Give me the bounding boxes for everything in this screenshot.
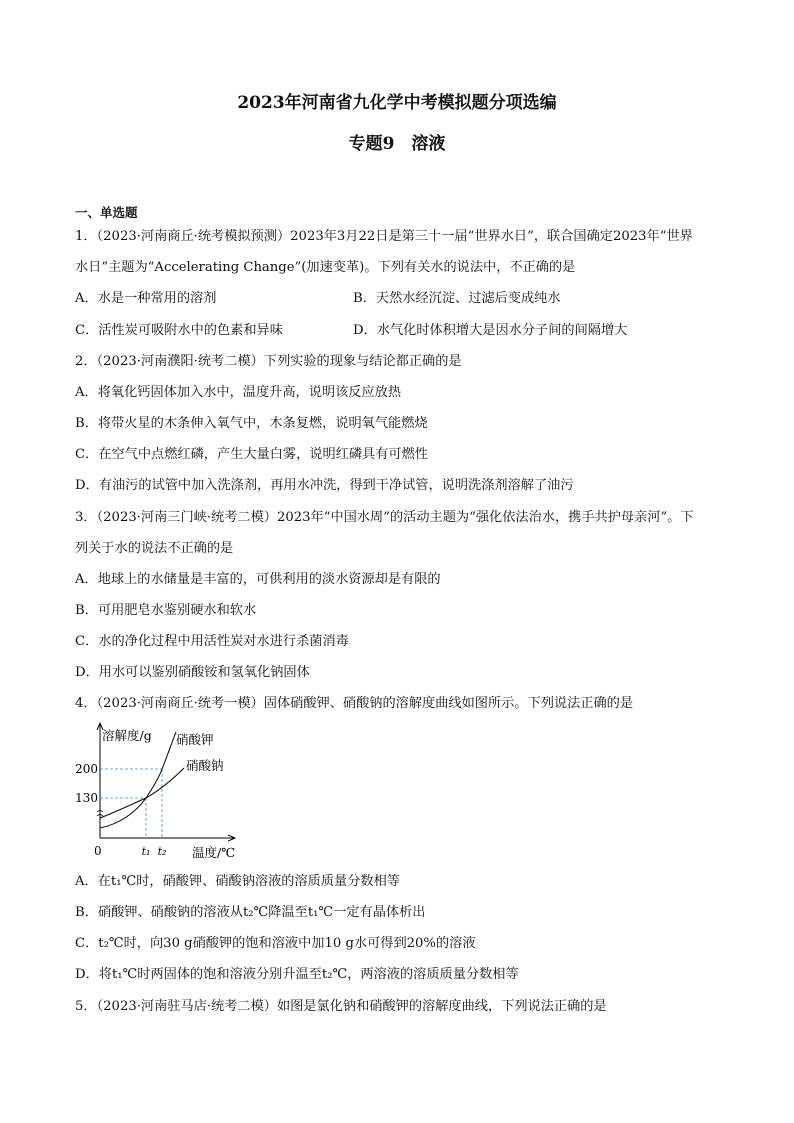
q2-option-d: D．有油污的试管中加入洗涤剂，再用水冲洗，得到干净试管，说明洗涤剂溶解了油污: [75, 478, 574, 493]
q4-option-b: B．硝酸钾、硝酸钠的溶液从t₂℃降温至t₁℃一定有晶体析出: [75, 905, 426, 920]
q2-stem: 2．（2023·河南濮阳·统考二模）下列实验的现象与结论都正确的是: [75, 354, 462, 369]
q1-option-c: C．活性炭可吸附水中的色素和异味: [75, 323, 283, 338]
q4-stem: 4．（2023·河南商丘·统考一模）固体硝酸钾、硝酸钠的溶解度曲线如图所示。下列说法正确的是: [75, 696, 634, 711]
x-tick-t2: t₂: [157, 845, 167, 858]
section-heading: 一、单选题: [75, 205, 138, 220]
origin-label: 0: [94, 844, 102, 858]
y-tick-200: 200: [75, 762, 98, 776]
q1-stem-line1: 1．（2023·河南商丘·统考模拟预测）2023年3月22日是第三十一届“世界水日”，联合国确定2023年“世界: [75, 229, 693, 244]
x-axis-label: 温度/℃: [192, 845, 236, 860]
q4-option-a: A．在t₁℃时，硝酸钾、硝酸钠溶液的溶质质量分数相等: [75, 874, 400, 889]
q3-stem-line1: 3．（2023·河南三门峡·统考二模）2023年“中国水周”的活动主题为“强化依法治水，携手共护母亲河”。下: [75, 510, 694, 525]
q1-option-a: A．水是一种常用的溶剂: [75, 291, 217, 306]
document-title: 2023年河南省九化学中考模拟题分项选编: [237, 93, 557, 113]
q2-option-c: C．在空气中点燃红磷，产生大量白雾，说明红磷具有可燃性: [75, 447, 428, 462]
q1-option-b: B．天然水经沉淀、过滤后变成纯水: [353, 291, 561, 306]
x-tick-t1: t₁: [141, 845, 151, 858]
q3-stem-line2: 列关于水的说法不正确的是: [75, 541, 234, 556]
q3-option-d: D．用水可以鉴别硝酸铵和氢氧化钠固体: [75, 665, 310, 680]
q1-stem-line2: 水日”主题为“Accelerating Change”(加速变革)。下列有关水的说法中，不正确的是: [75, 260, 576, 275]
solubility-chart: [75, 720, 260, 865]
series-label-kno3: 硝酸钾: [176, 732, 214, 747]
series-label-nano3: 硝酸钠: [186, 758, 224, 773]
q3-option-a: A．地球上的水储量是丰富的，可供利用的淡水资源却是有限的: [75, 572, 441, 587]
q3-option-b: B．可用肥皂水鉴别硬水和软水: [75, 603, 257, 618]
y-axis-label: 溶解度/g: [102, 728, 152, 743]
q2-option-a: A．将氧化钙固体加入水中，温度升高，说明该反应放热: [75, 385, 402, 400]
q1-option-d: D．水气化时体积增大是因水分子间的间隔增大: [353, 323, 628, 338]
curve-nano3: [100, 768, 184, 818]
q4-option-c: C．t₂℃时，向30 g硝酸钾的饱和溶液中加10 g水可得到20%的溶液: [75, 936, 476, 951]
y-tick-130: 130: [75, 791, 98, 805]
q5-stem: 5．（2023·河南驻马店·统考二模）如图是氯化钠和硝酸钾的溶解度曲线，下列说法正确的是: [75, 999, 607, 1014]
q3-option-c: C．水的净化过程中用活性炭对水进行杀菌消毒: [75, 634, 349, 649]
q2-option-b: B．将带火星的木条伸入氧气中，木条复燃，说明氧气能燃烧: [75, 416, 428, 431]
q4-option-d: D．将t₁℃时两固体的饱和溶液分别升温至t₂℃，两溶液的溶质质量分数相等: [75, 967, 519, 982]
document-subtitle: 专题9 溶液: [348, 134, 446, 154]
